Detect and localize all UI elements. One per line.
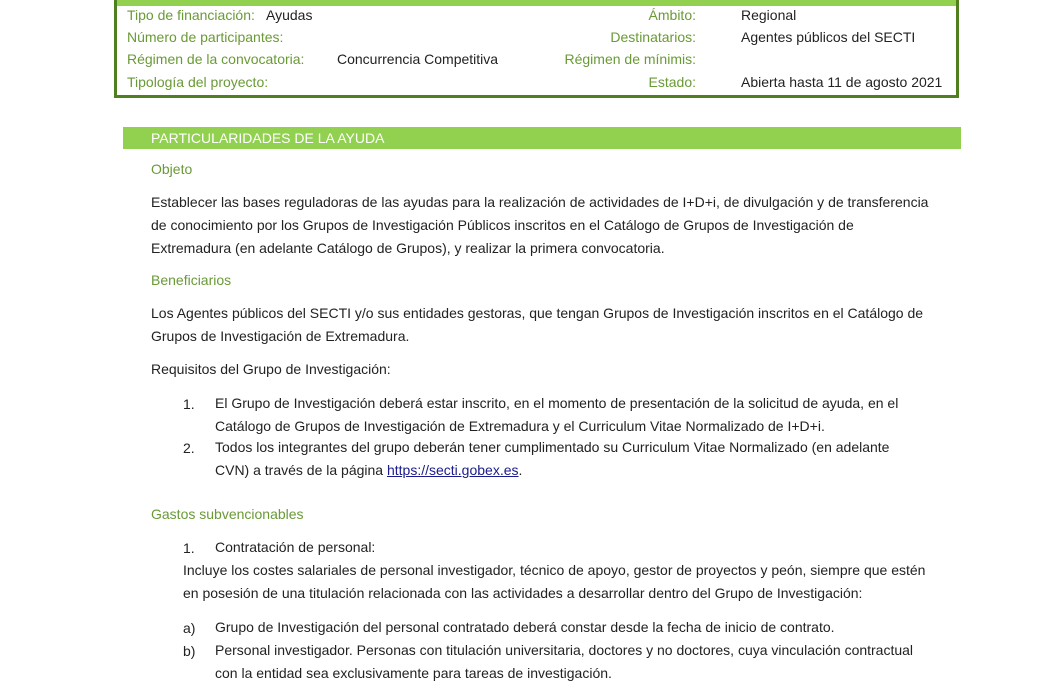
estado-value: Abierta hasta 11 de agosto 2021 bbox=[741, 74, 943, 90]
summary-row-participantes bbox=[117, 29, 956, 51]
requisito-text: . bbox=[518, 462, 523, 478]
gastos-heading: Gastos subvencionables bbox=[151, 506, 304, 522]
regimen-label: Régimen de la convocatoria: bbox=[127, 51, 305, 67]
estado-label: Estado: bbox=[648, 74, 696, 90]
requisito-line: Todos los integrantes del grupo deberán tener cumplimentado su Curriculum Vitae Normalizado (en adelante bbox=[215, 439, 890, 455]
destinatarios-value: Agentes públicos del SECTI bbox=[741, 29, 916, 45]
gastos-sub-letter: a) bbox=[183, 620, 196, 636]
tipologia-label: Tipología del proyecto: bbox=[127, 74, 269, 90]
participantes-label: Número de participantes: bbox=[127, 29, 284, 45]
beneficiarios-heading: Beneficiarios bbox=[151, 272, 232, 288]
objeto-line: Establecer las bases reguladoras de las ayudas para la realización de actividades de I+D+i, de divulgación y de transferencia bbox=[151, 194, 929, 210]
requisito-line: El Grupo de Investigación deberá estar inscrito, en el momento de presentación de la solicitud de ayuda, en el bbox=[215, 395, 899, 411]
requisito-number: 1. bbox=[183, 396, 195, 412]
beneficiarios-line: Los Agentes públicos del SECTI y/o sus entidades gestoras, que tengan Grupos de Investigación inscritos en el Catálogo de bbox=[151, 305, 924, 321]
gastos-line: Incluye los costes salariales de personal investigador, técnico de apoyo, gestor de proyectos y peón, siempre que estén bbox=[183, 562, 926, 578]
requisito-item bbox=[215, 436, 960, 482]
gastos-paragraph bbox=[183, 559, 958, 605]
objeto-line: Extremadura (en adelante Catálogo de Grupos), y realizar la primera convocatoria. bbox=[151, 240, 665, 256]
requisito-number: 2. bbox=[183, 440, 195, 456]
requisito-text: CVN) a través de la página bbox=[215, 462, 387, 478]
ambito-value: Regional bbox=[741, 7, 797, 23]
summary-top-bar bbox=[117, 0, 956, 6]
requisito-item bbox=[215, 392, 960, 438]
requisitos-intro: Requisitos del Grupo de Investigación: bbox=[151, 361, 391, 377]
gastos-item-title: Contratación de personal: bbox=[215, 539, 376, 555]
requisito-line: Catálogo de Grupos de Investigación de Extremadura y el Curriculum Vitae Normalizado de I+D+i. bbox=[215, 418, 825, 434]
beneficiarios-paragraph bbox=[151, 302, 957, 348]
beneficiarios-line: Grupos de Investigación de Extremadura. bbox=[151, 328, 410, 344]
destinatarios-label: Destinatarios: bbox=[610, 29, 696, 45]
objeto-line: de conocimiento por los Grupos de Investigación Públicos inscritos en el Catálogo de Grupos de Investigación de bbox=[151, 217, 854, 233]
ambito-label: Ámbito: bbox=[648, 7, 696, 23]
gastos-item-number: 1. bbox=[183, 540, 195, 556]
requisito-line bbox=[215, 459, 960, 482]
section-title: PARTICULARIDADES DE LA AYUDA bbox=[123, 127, 961, 149]
summary-box bbox=[114, 0, 959, 98]
gastos-sub-letter: b) bbox=[183, 643, 196, 659]
gastos-sub-item: con la entidad sea exclusivamente para tareas de investigación. bbox=[215, 665, 612, 681]
objeto-paragraph bbox=[151, 191, 957, 260]
objeto-heading: Objeto bbox=[151, 161, 193, 177]
tipo-label: Tipo de financiación: bbox=[127, 7, 255, 23]
summary-row-tipo bbox=[117, 7, 956, 29]
regimen-value: Concurrencia Competitiva bbox=[337, 51, 499, 67]
gastos-sub-item: Personal investigador. Personas con titulación universitaria, doctores y no doctores, cuya vinculación contractual bbox=[215, 642, 914, 658]
gastos-sub-item: Grupo de Investigación del personal contratado deberá constar desde la fecha de inicio de contrato. bbox=[215, 619, 835, 635]
gastos-line: en posesión de una titulación relacionada con las actividades a desarrollar dentro del Grupo de Investigación: bbox=[183, 585, 863, 601]
tipo-value: Ayudas bbox=[266, 7, 313, 23]
summary-row-regimen bbox=[117, 51, 956, 73]
summary-row-tipologia bbox=[117, 74, 956, 96]
secti-link[interactable]: https://secti.gobex.es bbox=[386, 462, 519, 478]
minimis-label: Régimen de mínimis: bbox=[564, 51, 696, 67]
